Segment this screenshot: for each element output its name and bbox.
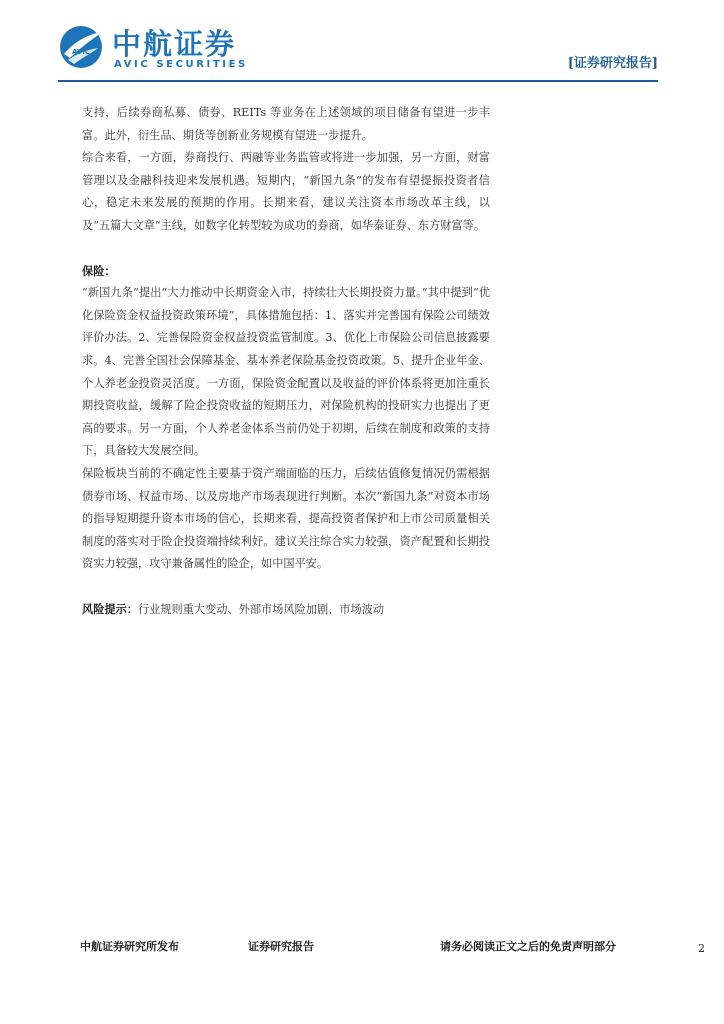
logo-english-name: AVIC SECURITIES: [114, 59, 248, 70]
logo-mark-text: AVIC: [71, 48, 91, 56]
risk-warning: [82, 598, 490, 622]
logo-chinese-name: 中航证券: [112, 27, 237, 61]
page-header: [0, 0, 724, 100]
company-logo: [58, 22, 278, 72]
footer-report-type: 证券研究报告: [248, 940, 314, 953]
footer-publisher: 中航证券研究所发布: [80, 940, 179, 953]
footer-disclaimer-note: 请务必阅读正文之后的免责声明部分: [440, 940, 616, 953]
header-divider: [58, 80, 658, 82]
spacer: [82, 576, 490, 598]
report-type-tag: [证券研究报告]: [567, 56, 658, 71]
paragraph-brokerage-business: 支持，后续券商私募、债券、REITs 等业务在上述领域的项目储备有望进一步丰富。此外，衍生品、期货等创新业务规模有望进一步提升。: [82, 106, 490, 142]
risk-warning-label: 风险提示：: [82, 601, 138, 616]
paragraph-insurance-policy: “新国九条”提出“大力推动中长期资金入市，持续壮大长期投资力量。”其中提到“优化保险资金权益投资政策环境”，具体措施包括：1、落实并完善国有保险公司绩效评价办法。2、完善保险资金权益投资监管制度。3、优化上市保险公司信息披露要求。4、完善全国社会保障基金、基本养老保险基金投资政策。5、提升企业年金、个人养老金投资灵活度。一方面，保险资金配置以及收益的评价体系将更加注重长期投资收益，缓解了险企投资收益的短期压力，对保险机构的投研实力也提出了更高的要求。另一方面，个人养老金体系当前仍处于初期，后续在制度和政策的支持下，具备较大发展空间。: [82, 286, 490, 458]
risk-warning-text: 行业规则重大变动、外部市场风险加剧、市场波动: [137, 602, 385, 616]
paragraph-brokerage-summary: 综合来看，一方面，券商投行、两融等业务监管或将进一步加强，另一方面，财富管理以及金融科技迎来发展机遇。短期内，“新国九条”的发布有望提振投资者信心，稳定未来发展的预期的作用。长期来看，建议关注资本市场改革主线，以及“五篇大文章”主线，如数字化转型较为成功的券商，如华泰证券、东方财富等。: [82, 151, 490, 232]
spacer: [82, 238, 490, 260]
report-body: [82, 102, 490, 621]
page-number: 2: [698, 942, 705, 955]
avic-wing-logo-icon: [58, 24, 104, 70]
paragraph-insurance-outlook: 保险板块当前的不确定性主要基于资产端面临的压力，后续估值修复情况仍需根据债券市场、权益市场、以及房地产市场表现进行判断。本次“新国九条”对资本市场的指导短期提升资本市场的信心，长期来看，提高投资者保护和上市公司质量相关制度的落实对于险企投资端持续利好。建议关注综合实力较强，资产配置和长期投资实力较强，攻守兼备属性的险企，如中国平安。: [82, 466, 490, 571]
page-footer: [80, 938, 710, 958]
section-title-insurance: 保险：: [82, 263, 116, 278]
